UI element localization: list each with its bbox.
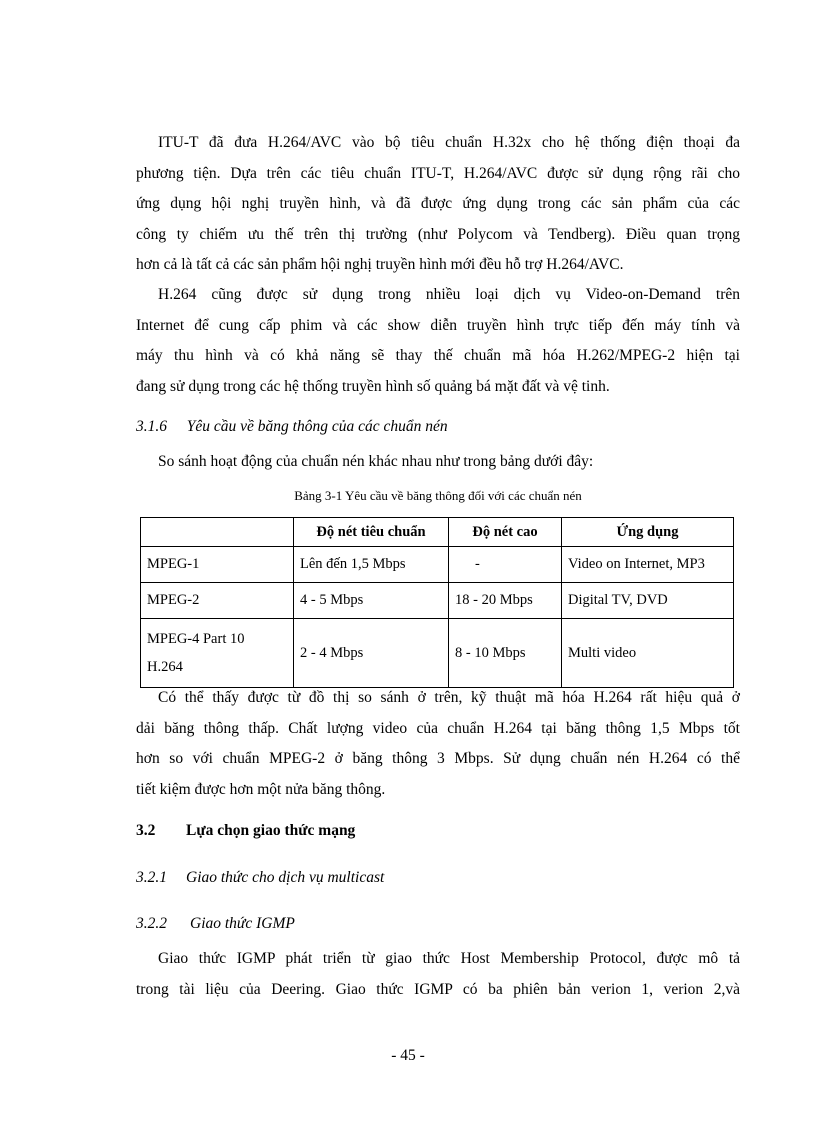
section-316-number: 3.1.6	[136, 418, 167, 435]
table-header-hd: Độ nét cao	[449, 518, 562, 547]
igmp-line-1: Giao thức IGMP phát triển từ giao thức Host Membership Protocol, được mô tả	[158, 950, 740, 967]
section-321-title: Giao thức cho dịch vụ multicast	[186, 869, 385, 886]
compare-sentence: So sánh hoạt động của chuẩn nén khác nhau như trong bảng dưới đây:	[158, 453, 594, 470]
table-header-sd: Độ nét tiêu chuẩn	[294, 518, 449, 547]
conclusion-line-2: dải băng thông thấp. Chất lượng video của chuẩn H.264 tại băng thông 1,5 Mbps tốt	[136, 719, 740, 737]
section-322-title: Giao thức IGMP	[190, 915, 295, 932]
section-32-number: 3.2	[136, 822, 156, 839]
conclusion-line-4: tiết kiệm được hơn một nửa băng thông.	[136, 780, 386, 798]
section-322-number: 3.2.2	[136, 915, 167, 932]
table-header-empty	[141, 518, 294, 547]
section-32-title: Lựa chọn giao thức mạng	[186, 822, 356, 839]
row-mpeg4-name	[141, 619, 294, 688]
row-mpeg2-sd: 4 - 5 Mbps	[294, 583, 449, 619]
row-mpeg2-name: MPEG-2	[141, 583, 294, 619]
conclusion-line-3: hơn so với chuẩn MPEG-2 ở băng thông 3 Mbps. Sử dụng chuẩn nén H.264 có thể	[136, 750, 740, 767]
bandwidth-table	[140, 517, 734, 688]
vod-line-1: H.264 cũng được sử dụng trong nhiều loại dịch vụ Video-on-Demand trên	[158, 286, 740, 303]
intro-line-4: công ty chiếm ưu thế trên thị trường (như Polycom và Tendberg). Điều quan trọng	[136, 225, 740, 243]
row-mpeg4-app: Multi video	[562, 619, 734, 688]
conclusion-line-1: Có thể thấy được từ đồ thị so sánh ở trên, kỹ thuật mã hóa H.264 rất hiệu quả ở	[158, 689, 740, 706]
section-32-heading	[136, 822, 740, 840]
row-mpeg1-hd: -	[449, 547, 562, 583]
vod-paragraph	[136, 280, 740, 402]
row-mpeg1-sd: Lên đến 1,5 Mbps	[294, 547, 449, 583]
table-caption: Bảng 3-1 Yêu cầu về băng thông đối với các chuẩn nén	[294, 488, 582, 503]
igmp-line-2: trong tài liệu của Deering. Giao thức IGMP có ba phiên bản verion 1, verion 2,và	[136, 980, 740, 998]
page-number: - 45 -	[391, 1047, 425, 1064]
vod-line-2: Internet để cung cấp phim và các show diễn truyền hình trực tiếp đến máy tính và	[136, 316, 740, 334]
section-322-heading	[136, 915, 740, 933]
intro-line-5: hơn cả là tất cả các sản phẩm hội nghị truyền hình mới đều hỗ trợ H.264/AVC.	[136, 256, 624, 273]
table-row	[141, 547, 734, 583]
intro-paragraph	[136, 128, 740, 281]
table-row	[141, 583, 734, 619]
row-mpeg2-hd: 18 - 20 Mbps	[449, 583, 562, 619]
section-316-title: Yêu cầu về băng thông của các chuẩn nén	[186, 418, 448, 435]
igmp-paragraph	[136, 944, 740, 1005]
intro-line-1: ITU-T đã đưa H.264/AVC vào bộ tiêu chuẩn H.32x cho hệ thống điện thoại đa	[158, 134, 740, 151]
intro-line-3: ứng dụng hội nghị truyền hình, và đã được ứng dụng trong các sản phẩm của các	[136, 195, 740, 212]
row-mpeg4-name-line2: H.264	[147, 659, 183, 675]
table-header-app: Ứng dụng	[562, 518, 734, 547]
row-mpeg1-name: MPEG-1	[141, 547, 294, 583]
section-321-heading	[136, 869, 740, 887]
table-header-row	[141, 518, 734, 547]
intro-line-2: phương tiện. Dựa trên các tiêu chuẩn ITU-T, H.264/AVC được sử dụng rộng rãi cho	[136, 164, 740, 182]
vod-line-4: đang sử dụng trong các hệ thống truyền hình số quảng bá mặt đất và vệ tinh.	[136, 377, 610, 395]
table-row	[141, 619, 734, 688]
section-316-heading	[136, 418, 740, 436]
row-mpeg1-app: Video on Internet, MP3	[562, 547, 734, 583]
section-321-number: 3.2.1	[136, 869, 167, 886]
row-mpeg4-sd: 2 - 4 Mbps	[294, 619, 449, 688]
vod-line-3: máy thu hình và có khả năng sẽ thay thế chuẩn mã hóa H.262/MPEG-2 hiện tại	[136, 347, 740, 364]
row-mpeg2-app: Digital TV, DVD	[562, 583, 734, 619]
row-mpeg4-name-line1: MPEG-4 Part 10	[147, 631, 245, 647]
row-mpeg4-hd: 8 - 10 Mbps	[449, 619, 562, 688]
conclusion-paragraph	[136, 683, 740, 805]
